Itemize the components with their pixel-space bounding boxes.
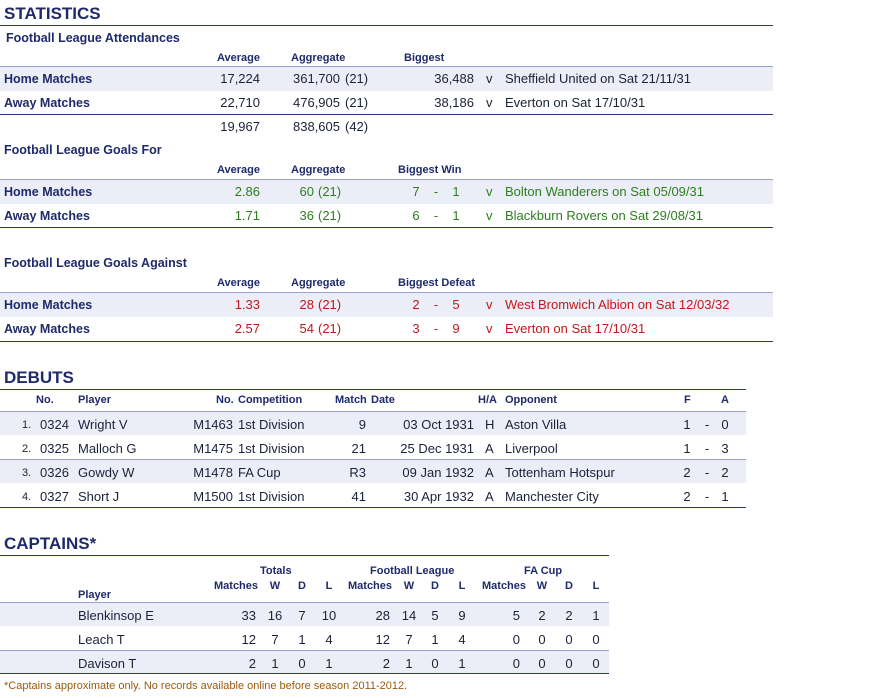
- captain-name: Blenkinsop E: [78, 608, 154, 623]
- league-matches: 28: [375, 608, 390, 623]
- facup-w: 0: [538, 656, 546, 671]
- col-d: D: [431, 580, 439, 592]
- col-against: A: [721, 394, 729, 406]
- average-value: 1.33: [234, 297, 260, 312]
- score-dash: -: [704, 417, 710, 432]
- total-l: 4: [325, 632, 333, 647]
- games-count: (21): [318, 321, 342, 336]
- col-ha: H/A: [478, 394, 497, 406]
- score-dash: -: [433, 321, 439, 336]
- facup-d: 0: [565, 656, 573, 671]
- aggregate-value: 361,700: [293, 71, 340, 86]
- captain-name: Davison T: [78, 656, 137, 671]
- opponent: Aston Villa: [505, 417, 567, 432]
- col-match-no: No.: [216, 394, 234, 406]
- match-date: 25 Dec 1931: [400, 441, 474, 456]
- games-count: (21): [318, 297, 342, 312]
- total-d: 7: [298, 608, 306, 623]
- score-against: 1: [452, 184, 460, 199]
- score-for: 1: [683, 417, 691, 432]
- total-l: 1: [325, 656, 333, 671]
- average-value: 17,224: [220, 71, 260, 86]
- col-aggregate: Aggregate: [291, 277, 346, 289]
- competition: 1st Division: [238, 417, 305, 432]
- score-for: 1: [683, 441, 691, 456]
- opponent: Liverpool: [505, 441, 558, 456]
- score-dash: -: [433, 208, 439, 223]
- col-l: L: [592, 580, 600, 592]
- total-aggregate: 838,605: [293, 119, 340, 134]
- match: 21: [351, 441, 366, 456]
- aggregate-value: 36: [299, 208, 314, 223]
- league-d: 0: [431, 656, 439, 671]
- biggest-value: 36,488: [434, 71, 474, 86]
- league-matches: 2: [382, 656, 390, 671]
- home-away: A: [485, 489, 494, 504]
- col-matches: Matches: [348, 580, 393, 592]
- competition: FA Cup: [238, 465, 281, 480]
- total-l: 10: [321, 608, 337, 623]
- col-average: Average: [217, 52, 261, 64]
- goals-for-title: Football League Goals For: [4, 143, 162, 157]
- col-match: Match: [335, 394, 367, 406]
- title-rule: [0, 389, 746, 390]
- score-against: 5: [452, 297, 460, 312]
- captain-name: Leach T: [78, 632, 125, 647]
- games-count: (21): [318, 184, 342, 199]
- match-number: M1463: [193, 417, 233, 432]
- score-for: 2: [412, 297, 420, 312]
- match-number: M1478: [193, 465, 233, 480]
- col-l: L: [458, 580, 466, 592]
- col-matches: Matches: [482, 580, 527, 592]
- score-against: 0: [721, 417, 729, 432]
- facup-l: 0: [592, 656, 600, 671]
- biggest-detail: Everton on Sat 17/10/31: [505, 95, 646, 110]
- col-w: W: [269, 580, 281, 592]
- row-label: Home Matches: [4, 72, 93, 86]
- row-index: 2.: [22, 443, 32, 455]
- match: 9: [358, 417, 366, 432]
- title-rule: [0, 555, 609, 556]
- league-l: 9: [458, 608, 466, 623]
- debuts-title: DEBUTS: [4, 368, 74, 387]
- facup-w: 2: [538, 608, 546, 623]
- league-l: 4: [458, 632, 466, 647]
- score-for: 2: [683, 465, 691, 480]
- col-opponent: Opponent: [505, 394, 557, 406]
- col-competition: Competition: [238, 394, 303, 406]
- total-matches: 33: [241, 608, 256, 623]
- facup-matches: 0: [512, 656, 520, 671]
- title-rule: [0, 25, 773, 26]
- score-for: 2: [683, 489, 691, 504]
- score-for: 3: [412, 321, 420, 336]
- row-rule: [0, 114, 773, 115]
- biggest-detail: West Bromwich Albion on Sat 12/03/32: [505, 297, 730, 312]
- biggest-detail: Bolton Wanderers on Sat 05/09/31: [505, 184, 704, 199]
- col-player: Player: [78, 394, 112, 406]
- row-label: Away Matches: [4, 209, 90, 223]
- total-matches: 12: [241, 632, 256, 647]
- col-biggest: Biggest: [404, 52, 445, 64]
- group-league: Football League: [370, 565, 455, 577]
- row-index: 1.: [22, 419, 32, 431]
- average-value: 2.57: [234, 321, 260, 336]
- player-number: 0325: [40, 441, 69, 456]
- attendances-title: Football League Attendances: [6, 31, 180, 45]
- group-totals: Totals: [260, 565, 292, 577]
- score-dash: -: [704, 489, 710, 504]
- total-average: 19,967: [220, 119, 260, 134]
- player-name: Short J: [78, 489, 120, 504]
- player-number: 0326: [40, 465, 69, 480]
- score-for: 7: [412, 184, 420, 199]
- aggregate-value: 60: [299, 184, 314, 199]
- facup-l: 1: [592, 608, 600, 623]
- score-for: 6: [412, 208, 420, 223]
- facup-d: 0: [565, 632, 573, 647]
- facup-d: 2: [565, 608, 573, 623]
- player-name: Malloch G: [78, 441, 137, 456]
- col-d: D: [565, 580, 573, 592]
- aggregate-value: 54: [299, 321, 314, 336]
- player-name: Wright V: [78, 417, 128, 432]
- match-date: 09 Jan 1932: [402, 465, 474, 480]
- match: 41: [351, 489, 366, 504]
- biggest-detail: Sheffield United on Sat 21/11/31: [505, 71, 691, 86]
- col-matches: Matches: [214, 580, 259, 592]
- row-index: 3.: [22, 467, 32, 479]
- row-index: 4.: [22, 491, 32, 503]
- col-date: Date: [371, 394, 395, 406]
- total-matches: 2: [248, 656, 256, 671]
- games-count: (21): [345, 71, 369, 86]
- total-d: 1: [298, 632, 306, 647]
- score-against: 2: [721, 465, 729, 480]
- competition: 1st Division: [238, 489, 305, 504]
- average-value: 22,710: [220, 95, 260, 110]
- score-against: 9: [452, 321, 460, 336]
- row-rule: [0, 341, 773, 342]
- col-no: No.: [36, 394, 54, 406]
- score-dash: -: [704, 441, 710, 456]
- opponent: Tottenham Hotspur: [505, 465, 615, 480]
- player-number: 0327: [40, 489, 69, 504]
- col-average: Average: [217, 277, 261, 289]
- match-number: M1500: [193, 489, 233, 504]
- games-count: (21): [318, 208, 342, 223]
- score-against: 3: [721, 441, 729, 456]
- league-w: 7: [405, 632, 413, 647]
- versus: v: [486, 208, 493, 223]
- biggest-detail: Everton on Sat 17/10/31: [505, 321, 646, 336]
- aggregate-value: 476,905: [293, 95, 340, 110]
- aggregate-value: 28: [299, 297, 314, 312]
- league-w: 1: [405, 656, 413, 671]
- facup-w: 0: [538, 632, 546, 647]
- score-against: 1: [452, 208, 460, 223]
- row-label: Away Matches: [4, 96, 90, 110]
- facup-matches: 0: [512, 632, 520, 647]
- league-matches: 12: [375, 632, 390, 647]
- league-l: 1: [458, 656, 466, 671]
- col-d: D: [298, 580, 306, 592]
- col-w: W: [536, 580, 548, 592]
- total-games: (42): [345, 119, 369, 134]
- biggest-value: 38,186: [434, 95, 474, 110]
- match-date: 30 Apr 1932: [403, 489, 474, 504]
- captains-note: *Captains approximate only. No records available online before season 2011-2012.: [4, 680, 408, 692]
- col-biggest-defeat: Biggest Defeat: [398, 277, 476, 289]
- row-rule: [0, 507, 746, 508]
- score-dash: -: [704, 465, 710, 480]
- row-label: Away Matches: [4, 322, 90, 336]
- col-aggregate: Aggregate: [291, 52, 346, 64]
- total-w: 16: [267, 608, 283, 623]
- versus: v: [486, 297, 493, 312]
- average-value: 2.86: [234, 184, 260, 199]
- versus: v: [486, 321, 493, 336]
- col-w: W: [403, 580, 415, 592]
- statistics-title: STATISTICS: [4, 4, 101, 23]
- captains-title: CAPTAINS*: [4, 534, 97, 553]
- score-against: 1: [721, 489, 729, 504]
- score-dash: -: [433, 297, 439, 312]
- home-away: A: [485, 441, 494, 456]
- match: R3: [349, 465, 366, 480]
- versus: v: [486, 71, 493, 86]
- total-w: 7: [271, 632, 279, 647]
- league-d: 5: [431, 608, 439, 623]
- col-biggest-win: Biggest Win: [398, 164, 462, 176]
- row-label: Home Matches: [4, 298, 93, 312]
- match-number: M1475: [193, 441, 233, 456]
- group-facup: FA Cup: [524, 565, 563, 577]
- versus: v: [486, 95, 493, 110]
- facup-l: 0: [592, 632, 600, 647]
- home-away: H: [485, 417, 495, 432]
- facup-matches: 5: [512, 608, 520, 623]
- total-w: 1: [271, 656, 279, 671]
- biggest-detail: Blackburn Rovers on Sat 29/08/31: [505, 208, 704, 223]
- col-for: F: [684, 394, 691, 406]
- games-count: (21): [345, 95, 369, 110]
- match-date: 03 Oct 1931: [403, 417, 474, 432]
- competition: 1st Division: [238, 441, 305, 456]
- player-number: 0324: [40, 417, 69, 432]
- league-d: 1: [431, 632, 439, 647]
- total-d: 0: [298, 656, 306, 671]
- opponent: Manchester City: [505, 489, 599, 504]
- row-rule: [0, 227, 773, 228]
- row-label: Home Matches: [4, 185, 93, 199]
- col-aggregate: Aggregate: [291, 164, 346, 176]
- score-dash: -: [433, 184, 439, 199]
- home-away: A: [485, 465, 494, 480]
- league-w: 14: [401, 608, 417, 623]
- col-average: Average: [217, 164, 261, 176]
- col-player: Player: [78, 589, 112, 601]
- col-l: L: [325, 580, 333, 592]
- player-name: Gowdy W: [78, 465, 135, 480]
- versus: v: [486, 184, 493, 199]
- goals-against-title: Football League Goals Against: [4, 256, 187, 270]
- average-value: 1.71: [234, 208, 260, 223]
